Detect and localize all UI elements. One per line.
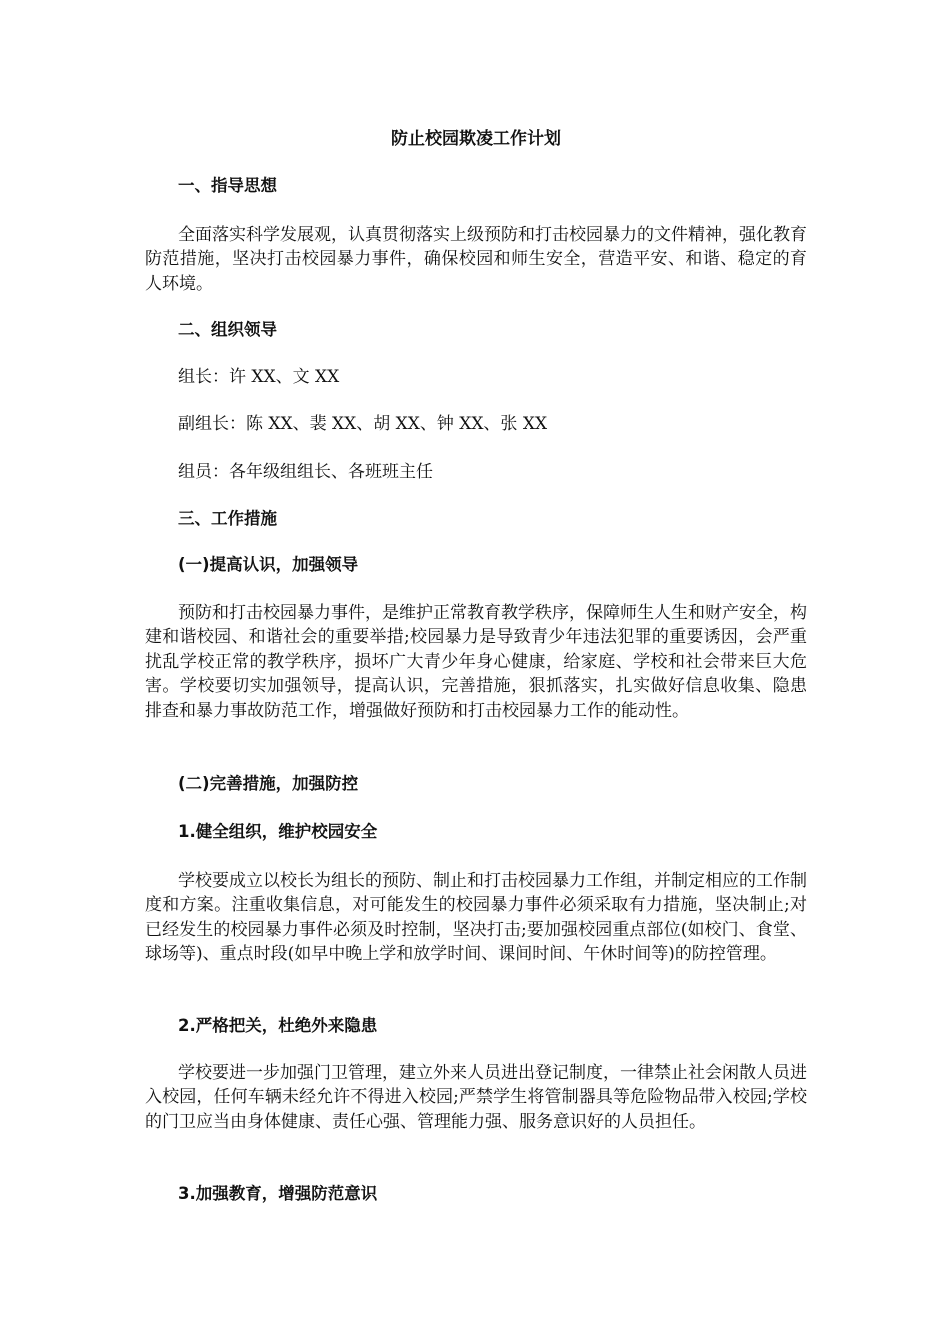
paragraph-subsection-1: 预防和打击校园暴力事件，是维护正常教育教学秩序，保障师生人生和财产安全，构建和谐校园、和谐社会的重要举措;校园暴力是导致青少年违法犯罪的重要诱因，会严重扰乱学校正常的教学秩序，损坏广大青少年身心健康，给家庭、学校和社会带来巨大危害。学校要切实加强领导，提高认识，完善措施，狠抓落实，扎实做好信息收集、隐患排查和暴力事故防范工作，增强做好预防和打击校园暴力工作的能动性。 bbox=[145, 603, 807, 721]
item-heading-3: 3.加强教育，增强防范意识 bbox=[178, 1184, 378, 1203]
item-heading-2: 2.严格把关，杜绝外来隐患 bbox=[178, 1016, 378, 1035]
section-heading-guiding-thought: 一、指导思想 bbox=[178, 176, 277, 195]
vice-leader-line: 副组长：陈 XX、裴 XX、胡 XX、钟 XX、张 XX bbox=[178, 414, 548, 434]
members-line: 组员：各年级组组长、各班班主任 bbox=[178, 462, 433, 482]
leader-line: 组长：许 XX、文 XX bbox=[178, 367, 340, 387]
section-heading-measures: 三、工作措施 bbox=[178, 509, 277, 528]
paragraph-guiding-thought: 全面落实科学发展观，认真贯彻落实上级预防和打击校园暴力的文件精神，强化教育防范措施，坚决打击校园暴力事件，确保校园和师生安全，营造平安、和谐、稳定的育人环境。 bbox=[145, 225, 807, 294]
item-heading-1: 1.健全组织，维护校园安全 bbox=[178, 822, 378, 841]
subsection-heading-2: (二)完善措施，加强防控 bbox=[178, 774, 359, 793]
subsection-heading-1: (一)提高认识，加强领导 bbox=[178, 555, 359, 574]
section-heading-organization: 二、组织领导 bbox=[178, 320, 277, 339]
document-title: 防止校园欺凌工作计划 bbox=[391, 129, 561, 149]
paragraph-item-2: 学校要进一步加强门卫管理，建立外来人员进出登记制度，一律禁止社会闲散人员进入校园，任何车辆未经允许不得进入校园;严禁学生将管制器具等危险物品带入校园;学校的门卫应当由身体健康、责任心强、管理能力强、服务意识好的人员担任。 bbox=[145, 1063, 807, 1132]
paragraph-item-1: 学校要成立以校长为组长的预防、制止和打击校园暴力工作组，并制定相应的工作制度和方案。注重收集信息，对可能发生的校园暴力事件必须采取有力措施，坚决制止;对已经发生的校园暴力事件必须及时控制，坚决打击;要加强校园重点部位(如校门、食堂、球场等)、重点时段(如早中晚上学和放学时间、课间时间、午休时间等)的防控管理。 bbox=[145, 871, 807, 965]
